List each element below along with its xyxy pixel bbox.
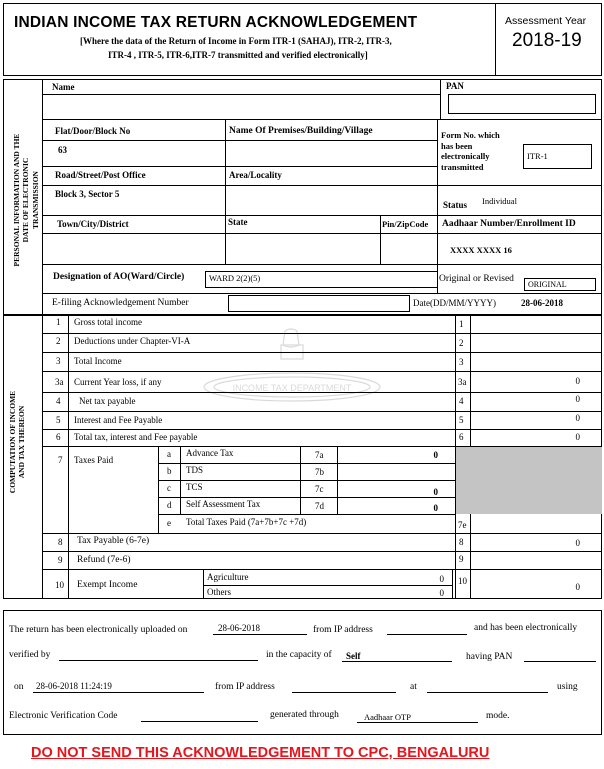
tax-total-label: Total Taxes Paid (7a+7b+7c +7d) <box>186 517 307 527</box>
row8-no: 8 <box>58 537 63 547</box>
row-no: 1 <box>56 317 61 327</box>
date-value: 28-06-2018 <box>521 298 563 308</box>
tax-value: 0 <box>433 450 438 460</box>
row-code: 3a <box>458 377 467 387</box>
form-no-label-4: transmitted <box>441 161 484 172</box>
underline <box>342 661 452 662</box>
emblem-watermark-icon <box>197 325 387 405</box>
tax-label: TCS <box>186 482 203 492</box>
rule <box>300 446 301 514</box>
personal-label-3: TRANSMISSION <box>30 171 40 229</box>
ao-label: Designation of AO(Ward/Circle) <box>53 272 185 282</box>
rule <box>203 585 452 586</box>
aadhaar-value: XXXX XXXX 16 <box>450 245 512 255</box>
row-code: 2 <box>459 338 464 348</box>
rule <box>158 480 455 481</box>
agri-label: Agriculture <box>207 572 249 582</box>
rule <box>158 514 455 515</box>
rule <box>42 371 602 372</box>
verif-l3-a: on <box>14 682 24 692</box>
pan-label: PAN <box>446 81 464 91</box>
tax-letter: c <box>167 483 171 493</box>
verif-l3-b: from IP address <box>215 682 275 692</box>
tax-letter: b <box>167 466 172 476</box>
verif-l2-c: having PAN <box>466 652 513 662</box>
form-no-label-1: Form No. which <box>441 130 500 140</box>
row-value: 0 <box>575 394 580 404</box>
row-label: Total tax, interest and Fee payable <box>74 432 198 442</box>
row-label: Gross total income <box>74 317 142 327</box>
tax-label: TDS <box>186 465 204 475</box>
row-code: 4 <box>459 396 464 406</box>
row-no: 4 <box>56 396 61 406</box>
row-label: Net tax payable <box>79 396 136 406</box>
personal-label-2: DATE OF ELECTRONIC <box>21 157 31 243</box>
row8-label: Tax Payable (6-7e) <box>77 536 150 546</box>
underline <box>387 634 467 635</box>
form-no-label-3: electronically <box>441 151 490 162</box>
tax-code: 7c <box>315 484 324 494</box>
rule <box>42 411 602 412</box>
area-label: Area/Locality <box>229 170 282 180</box>
row-no: 3a <box>55 377 64 387</box>
tax-label: Advance Tax <box>186 448 234 458</box>
underline <box>33 692 204 693</box>
header-subtitle-1: [Where the data of the Return of Income in Form ITR-1 (SAHAJ), ITR-2, ITR-3, <box>80 36 392 46</box>
verif-l3-c: at <box>410 682 417 692</box>
row10-code: 10 <box>458 576 467 586</box>
rule <box>42 293 602 294</box>
row-code: 1 <box>459 319 464 329</box>
row10-label: Exempt Income <box>77 580 138 590</box>
header-divider <box>495 3 496 76</box>
verif-l1-c: and has been electronically <box>474 623 578 633</box>
row-value: 0 <box>575 413 580 423</box>
rule <box>225 119 226 264</box>
taxes-paid-no: 7 <box>58 455 63 465</box>
computation-label-1: COMPUTATION OF INCOME <box>8 390 17 494</box>
rule <box>42 166 437 167</box>
rule <box>158 497 455 498</box>
rule <box>42 352 602 353</box>
taxes-paid-label: Taxes Paid <box>74 455 114 465</box>
rule <box>42 551 602 552</box>
verif-datetime: 28-06-2018 11:24:19 <box>36 681 112 691</box>
computation-label-2: AND TAX THEREON <box>17 405 27 479</box>
verif-l2-a: verified by <box>9 650 51 660</box>
rule <box>42 333 602 334</box>
rule <box>380 215 381 264</box>
underline <box>524 661 596 662</box>
others-value: 0 <box>439 588 444 598</box>
verif-l3-d: using <box>557 682 578 692</box>
tax-value: 0 <box>433 487 438 497</box>
date-label: Date(DD/MM/YYYY) <box>413 298 496 308</box>
verif-mode: Aadhaar OTP <box>364 712 411 722</box>
flat-label: Flat/Door/Block No <box>55 126 131 136</box>
rule <box>42 94 440 95</box>
verif-l1-b: from IP address <box>313 625 373 635</box>
underline <box>141 721 258 722</box>
personal-section-divider <box>42 79 43 315</box>
personal-label-1: PERSONAL INFORMATION AND THE <box>12 133 21 267</box>
rule <box>42 533 602 534</box>
row-value: 0 <box>575 432 580 442</box>
orig-label: Original or Revised <box>439 274 514 284</box>
row8-value: 0 <box>575 538 580 548</box>
rule <box>42 264 602 265</box>
rule <box>42 215 602 216</box>
row-code: 6 <box>459 432 464 442</box>
underline <box>357 722 478 723</box>
underline <box>427 692 548 693</box>
form-no-label-2: has been <box>441 140 473 151</box>
verif-l4-c: mode. <box>486 711 510 721</box>
verif-l1-a: The return has been electronically uploaded on <box>9 625 188 635</box>
road-label: Road/Street/Post Office <box>55 170 146 180</box>
row-no: 5 <box>56 415 61 425</box>
verif-upload-date: 28-06-2018 <box>218 623 260 633</box>
assessment-year-label: Assessment Year <box>505 15 587 27</box>
efiling-label: E-filing Acknowledgement Number <box>52 298 189 308</box>
watermark-text: INCOME TAX DEPARTMENT <box>232 383 352 393</box>
rule <box>42 185 437 186</box>
computation-section-label <box>8 342 32 542</box>
row-code: 5 <box>459 415 464 425</box>
rule <box>158 446 159 533</box>
pan-field <box>448 94 596 114</box>
road-value: Block 3, Sector 5 <box>55 189 120 199</box>
tax-letter: a <box>167 449 171 459</box>
row-label: Deductions under Chapter-VI-A <box>74 336 191 346</box>
ao-field: WARD 2(2)(5) <box>205 271 438 288</box>
row-code: 3 <box>459 357 464 367</box>
rule <box>158 463 455 464</box>
rule <box>42 119 602 120</box>
efiling-field <box>228 295 410 312</box>
row-no: 3 <box>56 356 61 366</box>
rule <box>42 392 602 393</box>
rule <box>440 79 441 119</box>
tax-code: 7d <box>315 501 324 511</box>
verif-l2-b: in the capacity of <box>266 650 332 660</box>
row9-label: Refund (7e-6) <box>77 555 131 565</box>
flat-value: 63 <box>58 145 67 155</box>
rule <box>452 569 453 599</box>
underline <box>292 692 396 693</box>
pin-label: Pin/ZipCode <box>382 219 429 229</box>
tax-label: Self Assessment Tax <box>186 499 261 509</box>
verif-capacity: Self <box>346 651 361 661</box>
row10-value: 0 <box>575 582 580 592</box>
aadhaar-label: Aadhaar Number/Enrollment ID <box>442 219 576 229</box>
redacted-block <box>456 447 602 514</box>
row-no: 6 <box>56 432 61 442</box>
assessment-year: 2018-19 <box>512 30 582 51</box>
name-label: Name <box>52 82 75 92</box>
tax-letter: d <box>167 500 172 510</box>
agri-value: 0 <box>439 574 444 584</box>
personal-section-label <box>12 100 42 300</box>
rule <box>437 119 438 293</box>
rule <box>42 429 602 430</box>
verif-l4-b: generated through <box>270 710 339 720</box>
rule <box>42 569 602 570</box>
form-no-field: ITR-1 <box>523 144 592 169</box>
premises-label: Name Of Premises/Building/Village <box>229 126 373 136</box>
rule <box>42 233 602 234</box>
underline <box>59 660 258 661</box>
row9-code: 9 <box>459 554 464 564</box>
orig-field: ORIGINAL <box>524 278 596 291</box>
tax-total-code: 7e <box>458 520 467 530</box>
row-label: Interest and Fee Payable <box>74 415 163 425</box>
row-value: 0 <box>575 376 580 386</box>
tax-code: 7a <box>315 450 324 460</box>
status-value: Individual <box>482 196 517 206</box>
row9-no: 9 <box>58 555 63 565</box>
rule <box>68 315 69 599</box>
header-subtitle-2: ITR-4 , ITR-5, ITR-6,ITR-7 transmitted and verified electronically] <box>108 50 368 60</box>
underline <box>213 634 307 635</box>
computation-section-divider <box>42 315 43 599</box>
rule <box>42 140 437 141</box>
others-label: Others <box>207 587 231 597</box>
footer-warning: DO NOT SEND THIS ACKNOWLEDGEMENT TO CPC, BENGALURU <box>31 745 490 761</box>
row10-no: 10 <box>55 580 64 590</box>
page-title: INDIAN INCOME TAX RETURN ACKNOWLEDGEMENT <box>14 14 418 31</box>
row8-code: 8 <box>459 537 464 547</box>
rule <box>337 446 338 514</box>
form-no-label <box>441 130 500 173</box>
tax-code: 7b <box>315 467 324 477</box>
row-no: 2 <box>56 336 61 346</box>
town-label: Town/City/District <box>57 219 129 229</box>
status-label: Status <box>443 200 468 210</box>
rule <box>203 569 204 599</box>
tax-total-letter: e <box>167 518 171 528</box>
verif-l4-a: Electronic Verification Code <box>9 711 118 721</box>
row-label: Current Year loss, if any <box>74 377 162 387</box>
rule <box>180 446 181 514</box>
tax-value: 0 <box>433 503 438 513</box>
rule <box>437 185 602 186</box>
row-label: Total Income <box>74 356 122 366</box>
state-label: State <box>228 217 248 227</box>
